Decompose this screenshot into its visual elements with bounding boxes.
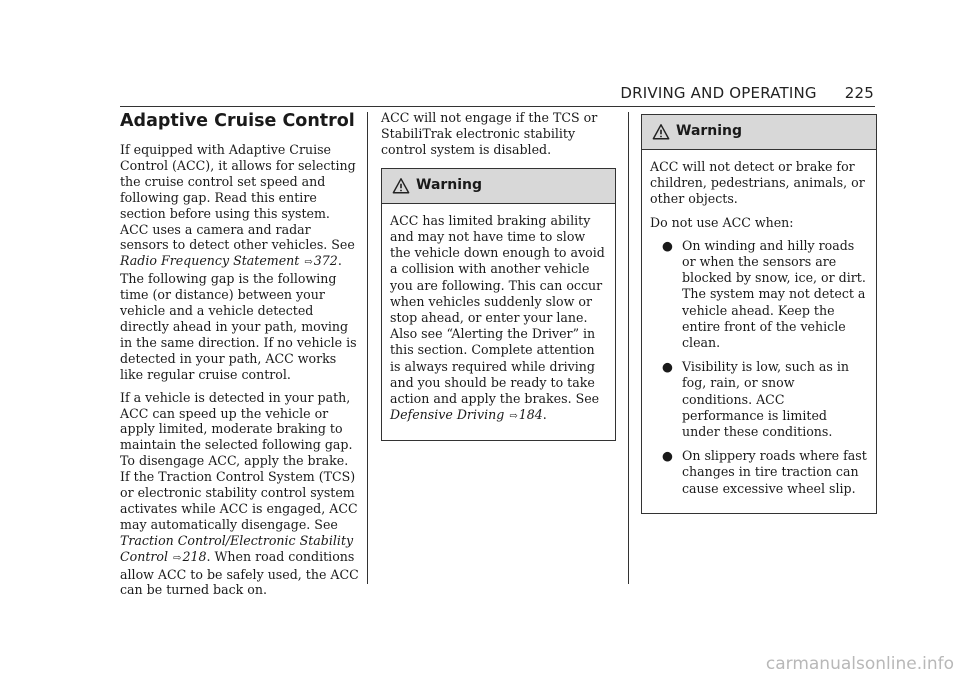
section-heading: Adaptive Cruise Control: [120, 111, 355, 131]
list-item-text: On slippery roads where fast changes in tire traction can cause excessive wheel slip.: [682, 448, 867, 496]
page-number: 225: [844, 84, 874, 102]
paragraph-acc-braking: [120, 390, 360, 599]
warning-triangle-icon: [392, 177, 410, 195]
text-run: . The following gap is the following time (or distance) between your vehicle and a vehicle detected directly ahead in your path, moving in the same direction. If no vehicle is detected in your path, ACC works like regular cruise control.: [120, 253, 357, 382]
warning-body: [382, 204, 615, 441]
text-run: If equipped with Adaptive Cruise Control (ACC), it allows for selecting the cruise control set speed and following gap. Read this entire section before using this system. ACC uses a camera and radar sensors to detect other vehicles. See: [120, 142, 356, 253]
link-text: Traction Control/Electronic Stability Control: [120, 532, 354, 564]
bullet-icon: ●: [662, 448, 673, 464]
link-page: 218: [182, 548, 207, 564]
watermark: carmanualsonline.info: [765, 654, 954, 674]
page-ref-arrow-icon: ⇨: [304, 257, 313, 269]
warning-body: [642, 150, 876, 513]
page-ref-arrow-icon: ⇨: [509, 411, 518, 423]
text-run: . When road conditions allow ACC to be safely used, the ACC can be turned back on.: [120, 548, 359, 598]
warning-text: [390, 213, 607, 426]
warning-text: Do not use ACC when:: [650, 214, 794, 230]
header-rule: [120, 106, 875, 107]
warning-title: Warning: [676, 123, 743, 140]
page-ref-arrow-icon: ⇨: [173, 552, 182, 564]
column-2: [381, 110, 616, 441]
warning-box-braking: [381, 168, 616, 442]
link-text: Defensive Driving: [390, 407, 505, 423]
column-divider-1: [367, 112, 368, 584]
list-item-text: On winding and hilly roads or when the sensors are blocked by snow, ice, or dirt. The system may not detect a vehicle ahead. Keep the entire front of the vehicle clean.: [682, 237, 866, 351]
bullet-icon: ●: [662, 359, 673, 375]
text-run: If a vehicle is detected in your path, ACC can speed up the vehicle or apply limited, moderate braking to maintain the selected following gap. To disengage ACC, apply the brake. If the Traction Control System (TCS) or electronic stability control system activates while ACC is engaged, ACC may automatically disengage. See: [120, 389, 358, 532]
link-page: 184: [518, 407, 543, 423]
bullet-icon: ●: [662, 237, 673, 253]
column-1: [120, 110, 360, 605]
link-radio-frequency-statement[interactable]: [120, 253, 338, 268]
list-item: [650, 359, 868, 440]
text-run: .: [542, 407, 547, 423]
running-header: [620, 84, 874, 102]
list-item-text: Visibility is low, such as in fog, rain, or snow conditions. ACC performance is limited under these conditions.: [682, 359, 849, 440]
column-divider-2: [628, 112, 629, 584]
condition-list: [650, 238, 868, 497]
warning-title: Warning: [416, 176, 483, 193]
paragraph-acc-intro: [120, 142, 360, 383]
warning-text: ACC will not detect or brake for children, pedestrians, animals, or other objects.: [650, 159, 865, 207]
section-title: DRIVING AND OPERATING: [620, 84, 817, 102]
list-item: [650, 448, 868, 497]
list-item: [650, 238, 868, 351]
warning-header: [642, 115, 876, 150]
link-defensive-driving[interactable]: [390, 407, 543, 422]
text-run: ACC has limited braking ability and may not have time to slow the vehicle down enough to avoid a collision with another vehicle you are following. This can occur when vehicles suddenly slow or stop ahead, or enter your lane. Also see “Alerting the Driver” in this section. Complete attention is always required while driving and you should be ready to take action and apply the brakes. See: [390, 212, 605, 406]
column-3: [641, 114, 877, 514]
warning-header: [382, 169, 615, 204]
paragraph-tcs-note: ACC will not engage if the TCS or StabiliTrak electronic stability control system is disabled.: [381, 110, 598, 157]
warning-box-detection: [641, 114, 877, 514]
link-text: Radio Frequency Statement: [120, 253, 300, 269]
link-page: 372: [313, 253, 338, 269]
warning-triangle-icon: [652, 123, 670, 141]
